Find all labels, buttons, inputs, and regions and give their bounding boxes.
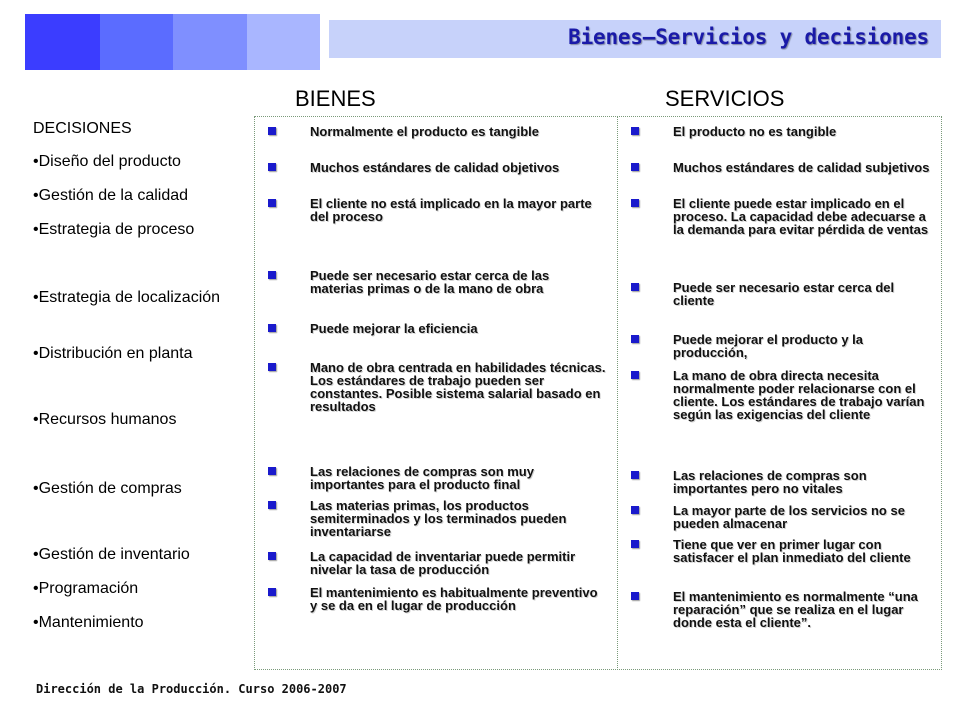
servicios-item (673, 197, 931, 236)
servicios-item-text: Las relaciones de compras son importantes pero no vitales (673, 468, 867, 496)
bullet-square-icon (631, 592, 639, 600)
footer-text: Dirección de la Producción. Curso 2006-2007 (36, 682, 347, 696)
servicios-item (673, 369, 931, 421)
bullet-square-icon (631, 540, 639, 548)
bullet-square-icon (268, 588, 276, 596)
bienes-item (310, 465, 606, 491)
bienes-item-text: Puede mejorar la eficiencia (310, 321, 478, 336)
bienes-item-text: El mantenimiento es habitualmente preventivo y se da en el lugar de producción (310, 585, 598, 613)
bullet-square-icon (268, 127, 276, 135)
bullet-square-icon (631, 506, 639, 514)
bienes-item (310, 125, 606, 138)
servicios-item (673, 161, 931, 174)
servicios-item-text: Tiene que ver en primer lugar con satisfacer el plan inmediato del cliente (673, 537, 911, 565)
slide-title: Bienes–Servicios y decisiones (568, 25, 929, 49)
decisions-title: DECISIONES (33, 120, 132, 137)
bienes-item-text: Muchos estándares de calidad objetivos (310, 160, 560, 175)
title-bar (329, 20, 941, 58)
bullet-square-icon (268, 271, 276, 279)
bienes-item (310, 197, 606, 223)
bullet-square-icon (631, 127, 639, 135)
bullet-square-icon (268, 363, 276, 371)
bienes-item-text: Mano de obra centrada en habilidades técnicas. Los estándares de trabajo pueden ser constantes. Posible sistema salarial basado en resultados (310, 360, 606, 414)
decision-item: •Estrategia de proceso (33, 221, 195, 238)
bullet-square-icon (631, 163, 639, 171)
bullet-square-icon (268, 467, 276, 475)
header-block-2 (100, 14, 173, 70)
servicios-item-text: La mayor parte de los servicios no se pueden almacenar (673, 503, 905, 531)
bienes-item-text: El cliente no está implicado en la mayor parte del proceso (310, 196, 592, 224)
servicios-item (673, 333, 931, 359)
decision-item: •Gestión de compras (33, 480, 182, 497)
servicios-item-text: El cliente puede estar implicado en el proceso. La capacidad debe adecuarse a la demanda para evitar pérdida de ventas (673, 196, 929, 237)
decision-item: •Programación (33, 580, 139, 597)
decision-item: •Recursos humanos (33, 411, 177, 428)
servicios-header: SERVICIOS (665, 86, 785, 111)
servicios-item-text: Muchos estándares de calidad subjetivos (673, 160, 930, 175)
servicios-item (673, 469, 931, 495)
bienes-item (310, 499, 606, 538)
bienes-item-text: Las relaciones de compras son muy importantes para el producto final (310, 464, 534, 492)
bullet-square-icon (268, 324, 276, 332)
bullet-square-icon (631, 335, 639, 343)
header-block-3 (173, 14, 247, 70)
bienes-item-text: Puede ser necesario estar cerca de las materias primas o de la mano de obra (310, 268, 550, 296)
decision-item: •Gestión de la calidad (33, 187, 189, 204)
servicios-item-text: La mano de obra directa necesita normalmente poder relacionarse con el cliente. Los estándares de trabajo varían según las exigencias del cliente (673, 368, 925, 422)
servicios-item (673, 125, 931, 138)
bienes-panel (254, 116, 618, 670)
servicios-item (673, 504, 931, 530)
decision-item: •Estrategia de localización (33, 289, 221, 306)
servicios-item-text: El producto no es tangible (673, 124, 837, 139)
bienes-item (310, 269, 606, 295)
bienes-item-text: La capacidad de inventariar puede permitir nivelar la tasa de producción (310, 549, 576, 577)
bienes-item (310, 586, 606, 612)
bullet-square-icon (631, 283, 639, 291)
servicios-item-text: Puede mejorar el producto y la producción, (673, 332, 863, 360)
decision-item: •Distribución en planta (33, 345, 193, 362)
servicios-item-text: El mantenimiento es normalmente “una reparación” que se realiza en el lugar donde esta el cliente”. (673, 589, 918, 630)
bienes-header: BIENES (295, 86, 376, 111)
bienes-item (310, 361, 606, 413)
decision-item: •Gestión de inventario (33, 546, 190, 563)
bullet-square-icon (268, 199, 276, 207)
header-block-4 (247, 14, 320, 70)
servicios-item (673, 590, 931, 629)
bienes-item (310, 322, 606, 335)
servicios-item-text: Puede ser necesario estar cerca del cliente (673, 280, 895, 308)
decision-item: •Mantenimiento (33, 614, 144, 631)
header-block-1 (25, 14, 100, 70)
bullet-square-icon (631, 371, 639, 379)
servicios-item (673, 538, 931, 564)
servicios-panel (617, 116, 942, 670)
bienes-item-text: Las materias primas, los productos semiterminados y los terminados pueden inventariarse (310, 498, 567, 539)
bullet-square-icon (268, 552, 276, 560)
bullet-square-icon (631, 199, 639, 207)
bienes-item-text: Normalmente el producto es tangible (310, 124, 539, 139)
bienes-item (310, 161, 606, 174)
servicios-item (673, 281, 931, 307)
bullet-square-icon (268, 501, 276, 509)
bullet-square-icon (268, 163, 276, 171)
bienes-item (310, 550, 606, 576)
decision-item: •Diseño del producto (33, 153, 181, 170)
bullet-square-icon (631, 471, 639, 479)
